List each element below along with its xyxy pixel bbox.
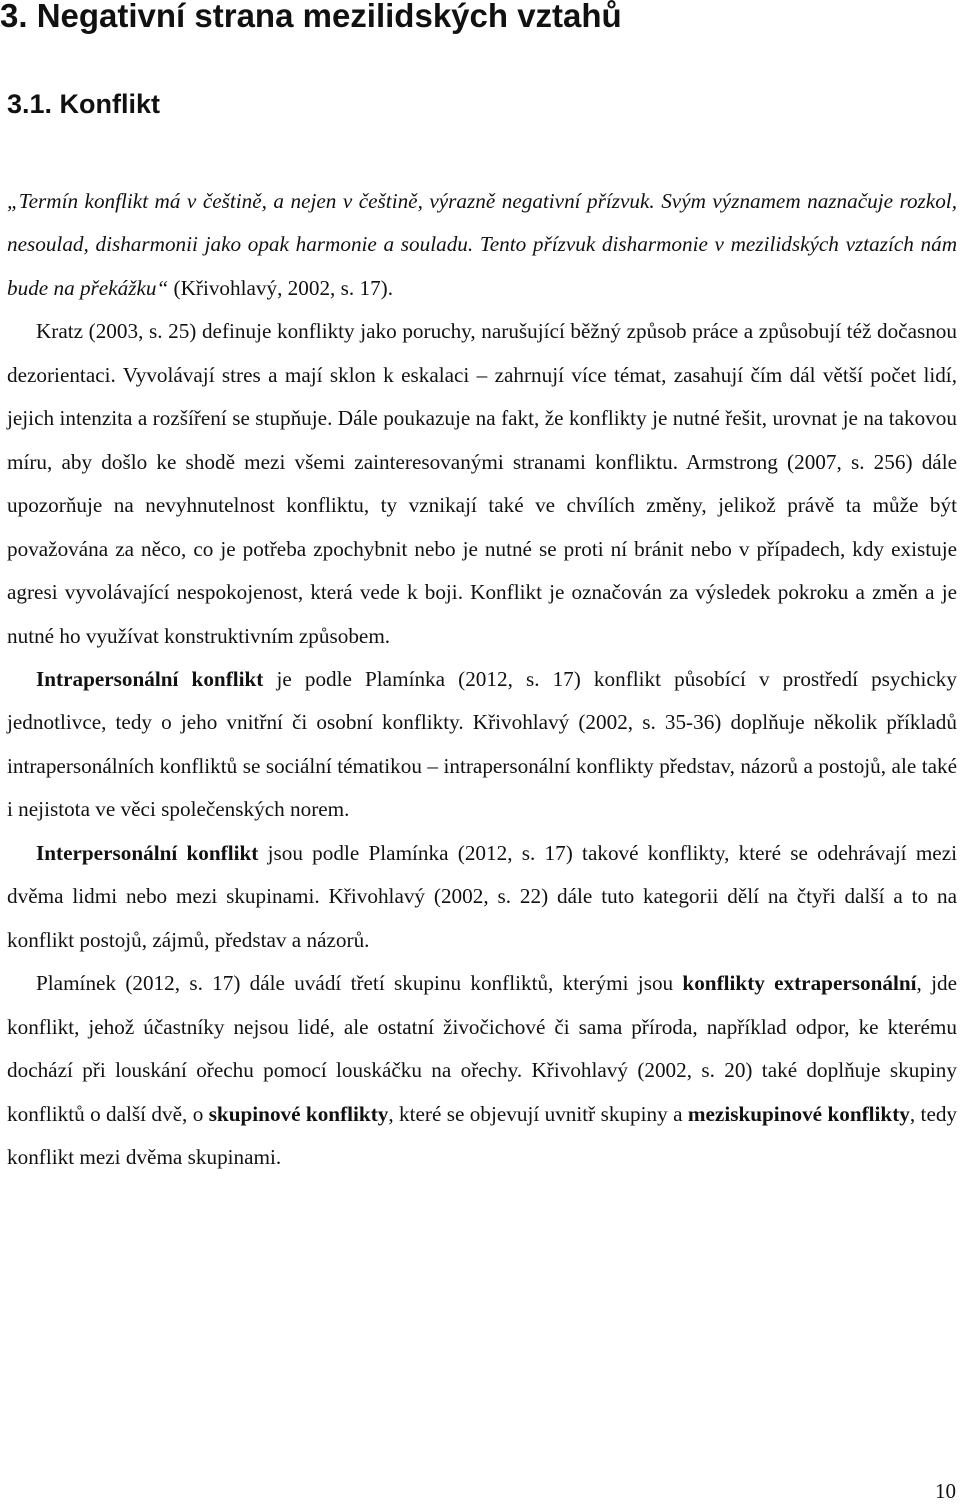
paragraph-kratz-text: Kratz (2003, s. 25) definuje konflikty jako poruchy, narušující běžný způsob práce a způsobují též dočasnou dezorientaci. Vyvolávají stres a mají sklon k eskalaci – zahrnují více témat, zasahují čím dál větší počet lidí, jejich intenzita a rozšíření se stupňuje. Dále poukazuje na fakt, že konflikty je nutné řešit, urovnat je na takovou míru, aby došlo ke shodě mezi všemi zainteresovanými stranami konfliktu. Armstrong (2007, s. 256) dále upozorňuje na nevyhnutelnost konfliktu, ty vznikají také ve chvílích změny, jelikož právě ta může být považována za něco, co je potřeba zpochybnit nebo je nutné se proti ní bránit nebo v případech, kdy existuje agresi vyvolávající nespokojenost, která vede k boji. Konflikt je označován za výsledek pokroku a změn a je nutné ho využívat konstruktivním způsobem. xyxy=(7,319,957,648)
paragraph-kratz xyxy=(7,310,957,658)
plaminek-text-2: , jde konflikt, jehož účastníky nejsou lidé, ale ostatní živočichové či sama příroda, například odpor, ke kterému dochází při louskání ořechu pomocí louskáčku na ořechy. Křivohlavý (2002, s. 20) také doplňuje skupiny konfliktů o další dvě, o xyxy=(7,971,958,1126)
quote-citation: (Křivohlavý, 2002, s. 17). xyxy=(168,275,394,300)
term-extrapersonal: konflikty extrapersonální xyxy=(682,971,917,996)
paragraph-plaminek xyxy=(7,962,957,1179)
paragraph-interpersonal-text: jsou podle Plamínka (2012, s. 17) takové konflikty, které se odehrávají mezi dvěma lidmi nebo mezi skupinami. Křivohlavý (2002, s. 22) dále tuto kategorii dělí na čtyři další a to na konflikt postojů, zájmů, představ a názorů. xyxy=(7,840,957,952)
plaminek-text-4: , tedy konflikt mezi dvěma skupinami. xyxy=(7,1101,958,1169)
term-interpersonal: Interpersonální konflikt xyxy=(36,840,259,865)
chapter-title: 3. Negativní strana mezilidských vztahů xyxy=(0,0,622,34)
term-group: skupinové konflikty xyxy=(208,1101,389,1126)
paragraph-intrapersonal-text: je podle Plamínka (2012, s. 17) konflikt působící v prostředí psychicky jednotlivce, tedy o jeho vnitřní či osobní konflikty. Křivohlavý (2002, s. 35-36) doplňuje několik příkladů intrapersonálních konfliktů se sociální tématikou – intrapersonální konflikty představ, názorů a postojů, ale také i nejistota ve věci společenských norem. xyxy=(7,666,957,822)
plaminek-text-3: , které se objevují uvnitř skupiny a xyxy=(388,1101,688,1126)
body-text xyxy=(7,180,957,1179)
term-intergroup: meziskupinové konflikty xyxy=(687,1101,910,1126)
quote-paragraph xyxy=(7,180,957,310)
page-number: 10 xyxy=(935,1479,956,1503)
section-title: 3.1. Konflikt xyxy=(7,89,161,119)
paragraph-intrapersonal xyxy=(7,658,957,832)
plaminek-text-1: Plamínek (2012, s. 17) dále uvádí třetí skupinu konfliktů, kterými jsou xyxy=(36,971,683,996)
term-intrapersonal: Intrapersonální konflikt xyxy=(36,666,264,691)
quote-text: „Termín konflikt má v češtině, a nejen v češtině, výrazně negativní přízvuk. Svým významem naznačuje rozkol, nesoulad, disharmonii jako opak harmonie a souladu. Tento přízvuk disharmonie v mezilidských vztazích nám bude na překážku“ xyxy=(7,189,957,300)
paragraph-interpersonal xyxy=(7,832,957,962)
